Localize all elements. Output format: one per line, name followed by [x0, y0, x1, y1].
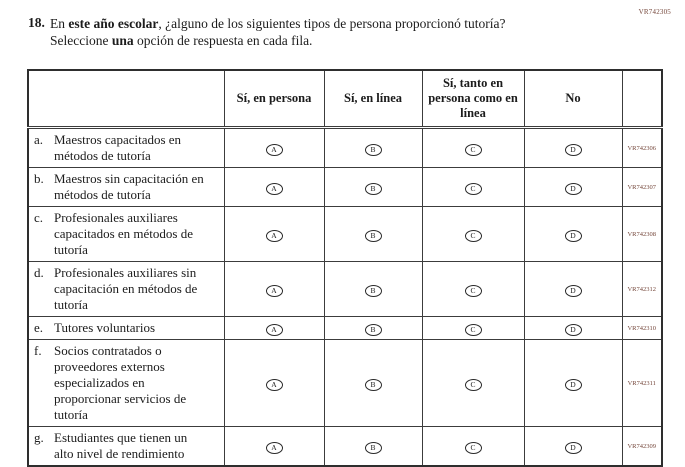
- bubble-option-d[interactable]: D: [565, 379, 582, 391]
- bubble-option-c[interactable]: C: [465, 144, 482, 156]
- bubble-option-c[interactable]: C: [465, 183, 482, 195]
- bubble-option-b[interactable]: B: [365, 285, 382, 297]
- table-row-d: [28, 262, 662, 317]
- bubble-option-a[interactable]: A: [266, 230, 283, 242]
- row-label: Profesionales auxiliares sin capacitación en métodos de tutoría: [54, 265, 198, 312]
- bubble-option-d[interactable]: D: [565, 230, 582, 242]
- row-letter: d.: [34, 265, 44, 280]
- bubble-option-d[interactable]: D: [565, 183, 582, 195]
- question-seg3: , ¿alguno de los siguientes tipos de persona proporcionó tutoría?: [158, 16, 506, 31]
- bubble-option-b[interactable]: B: [365, 230, 382, 242]
- row-code: VR742308: [622, 207, 662, 262]
- row-code: VR742310: [622, 317, 662, 340]
- bubble-option-b[interactable]: B: [365, 442, 382, 454]
- bubble-option-a[interactable]: A: [266, 442, 283, 454]
- row-label: Maestros capacitados en métodos de tutoría: [54, 132, 182, 163]
- bubble-option-c[interactable]: C: [465, 230, 482, 242]
- row-letter: e.: [34, 320, 44, 335]
- bubble-option-a[interactable]: A: [266, 183, 283, 195]
- row-code: VR742309: [622, 427, 662, 467]
- header-row: [28, 70, 662, 128]
- table-row-b: [28, 168, 662, 207]
- bubble-option-c[interactable]: C: [465, 442, 482, 454]
- bubble-option-b[interactable]: B: [365, 144, 382, 156]
- row-label: Tutores voluntarios: [54, 320, 155, 335]
- row-letter: b.: [34, 171, 44, 186]
- column-header-no: No: [524, 70, 622, 128]
- table-row-a: [28, 128, 662, 168]
- row-code: VR742312: [622, 262, 662, 317]
- column-header-si-en-linea: Sí, en línea: [324, 70, 422, 128]
- bubble-option-d[interactable]: D: [565, 324, 582, 336]
- row-letter: c.: [34, 210, 44, 225]
- row-label: Socios contratados o proveedores externos especializados en proporcionar servicios de tutoría: [54, 343, 187, 422]
- bubble-option-a[interactable]: A: [266, 379, 283, 391]
- row-label: Estudiantes que tienen un alto nivel de rendimiento: [54, 430, 188, 461]
- question-seg6: opción de respuesta en cada fila.: [133, 33, 313, 48]
- bubble-option-d[interactable]: D: [565, 144, 582, 156]
- row-letter: g.: [34, 430, 44, 445]
- response-grid-table: [27, 69, 663, 467]
- question-seg4: Seleccione: [50, 33, 112, 48]
- bubble-option-c[interactable]: C: [465, 379, 482, 391]
- header-cell-empty: [28, 70, 224, 128]
- form-code-top-right: VR742305: [638, 8, 671, 16]
- bubble-option-b[interactable]: B: [365, 324, 382, 336]
- bubble-option-a[interactable]: A: [266, 144, 283, 156]
- table-row-f: [28, 340, 662, 427]
- table-row-e: [28, 317, 662, 340]
- header-cell-code-empty: [622, 70, 662, 128]
- bubble-option-b[interactable]: B: [365, 183, 382, 195]
- row-code: VR742311: [622, 340, 662, 427]
- bubble-option-d[interactable]: D: [565, 442, 582, 454]
- bubble-option-a[interactable]: A: [266, 324, 283, 336]
- question-seg2-bold: este año escolar: [68, 16, 159, 31]
- bubble-option-c[interactable]: C: [465, 285, 482, 297]
- bubble-option-c[interactable]: C: [465, 324, 482, 336]
- response-grid: [27, 69, 663, 467]
- row-label: Maestros sin capacitación en métodos de tutoría: [54, 171, 204, 202]
- question-seg1: En: [50, 16, 69, 31]
- bubble-option-b[interactable]: B: [365, 379, 382, 391]
- bubble-option-a[interactable]: A: [266, 285, 283, 297]
- row-code: VR742306: [622, 128, 662, 168]
- question-text: [50, 15, 506, 49]
- question-number: 18.: [28, 15, 45, 30]
- row-letter: f.: [34, 343, 42, 358]
- question-seg5-bold: una: [111, 33, 134, 48]
- column-header-si-en-persona: Sí, en persona: [224, 70, 324, 128]
- question-block: [28, 15, 628, 49]
- row-code: VR742307: [622, 168, 662, 207]
- table-row-g: [28, 427, 662, 467]
- row-label: Profesionales auxiliares capacitados en métodos de tutoría: [54, 210, 193, 257]
- bubble-option-d[interactable]: D: [565, 285, 582, 297]
- column-header-si-tanto: Sí, tanto en persona como en línea: [422, 70, 524, 128]
- row-letter: a.: [34, 132, 44, 147]
- table-row-c: [28, 207, 662, 262]
